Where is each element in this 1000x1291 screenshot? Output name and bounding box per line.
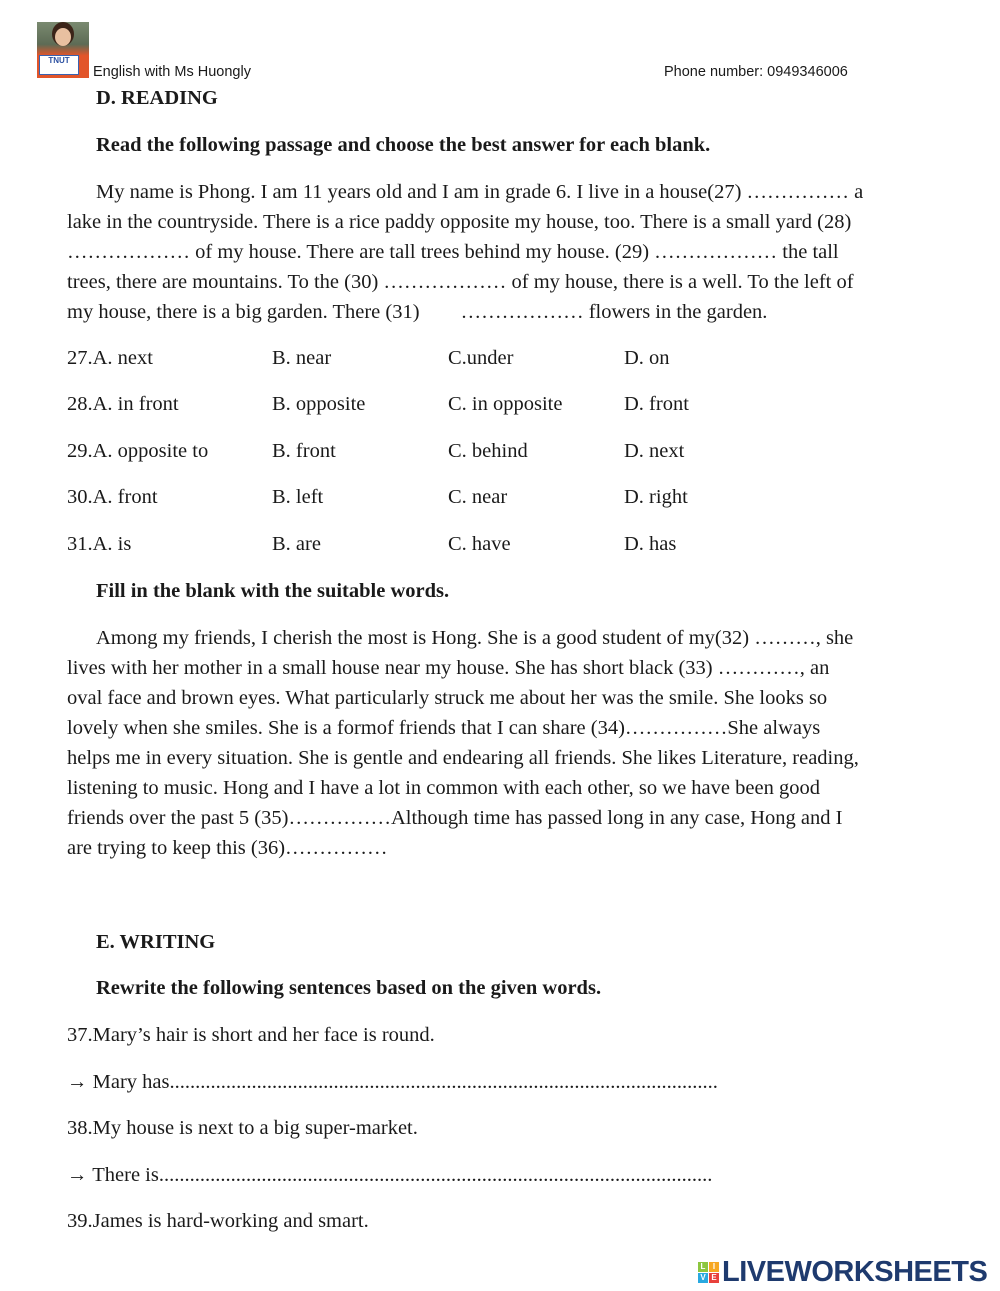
option-d[interactable]: D. on (624, 347, 670, 369)
author-name: English with Ms Huongly (93, 64, 251, 80)
option-c[interactable]: C. near (448, 486, 508, 508)
option-b[interactable]: B. front (272, 440, 336, 462)
liveworksheets-logo (698, 1256, 987, 1289)
passage-line: listening to music. Hong and I have a lot in common with each other, so we have been good (67, 777, 820, 799)
passage-line: are trying to keep this (36)…………… (67, 837, 388, 859)
option-c[interactable]: C. have (448, 533, 511, 555)
option-d[interactable]: D. next (624, 440, 685, 462)
reading-instruction: Read the following passage and choose the best answer for each blank. (96, 134, 711, 156)
passage-line: trees, there are mountains. To the (30) ……………… of my house, there is a well. To the left of (67, 271, 854, 293)
option-b[interactable]: B. opposite (272, 393, 366, 415)
passage-line: helps me in every situation. She is gentle and endearing all friends. She likes Literature, reading, (67, 747, 859, 769)
option-a[interactable]: 27.A. next (67, 347, 153, 369)
brand-name: LIVEWORKSHEETS (722, 1256, 988, 1288)
answer-line[interactable]: → Mary has........................................................................................................... (67, 1071, 718, 1093)
section-title-reading: D. READING (96, 87, 218, 109)
passage-line: lake in the countryside. There is a rice paddy opposite my house, too. There is a small yard (28) (67, 211, 852, 233)
option-b[interactable]: B. are (272, 533, 321, 555)
author-photo: TNUT (37, 22, 89, 78)
option-a[interactable]: 30.A. front (67, 486, 158, 508)
writing-instruction: Rewrite the following sentences based on the given words. (96, 977, 602, 999)
passage-line: lovely when she smiles. She is a formof friends that I can share (34)……………She always (67, 717, 821, 739)
passage-line: Among my friends, I cherish the most is Hong. She is a good student of my(32) ………, she (96, 627, 854, 649)
passage-line: friends over the past 5 (35)……………Although time has passed long in any case, Hong and I (67, 807, 843, 829)
logo-blocks-icon: L I V E (698, 1262, 719, 1283)
option-c[interactable]: C. behind (448, 440, 528, 462)
option-b[interactable]: B. left (272, 486, 324, 508)
option-d[interactable]: D. front (624, 393, 689, 415)
phone-number: Phone number: 0949346006 (664, 64, 848, 80)
passage-line: my house, there is a big garden. There (31) ……………… flowers in the garden. (67, 301, 768, 323)
option-a[interactable]: 28.A. in front (67, 393, 179, 415)
writing-item: 38.My house is next to a big super-market. (67, 1117, 418, 1139)
passage-line: ……………… of my house. There are tall trees behind my house. (29) ……………… the tall (67, 241, 839, 263)
passage-line: My name is Phong. I am 11 years old and I am in grade 6. I live in a house(27) …………… a (96, 181, 864, 203)
option-d[interactable]: D. has (624, 533, 677, 555)
writing-item: 39.James is hard-working and smart. (67, 1210, 369, 1232)
passage-line: lives with her mother in a small house near my house. She has short black (33) …………, an (67, 657, 830, 679)
section-title-writing: E. WRITING (96, 931, 216, 953)
option-a[interactable]: 29.A. opposite to (67, 440, 209, 462)
writing-item: 37.Mary’s hair is short and her face is round. (67, 1024, 435, 1046)
option-b[interactable]: B. near (272, 347, 332, 369)
answer-line[interactable]: → There is............................................................................................................ (67, 1164, 713, 1186)
option-c[interactable]: C.under (448, 347, 514, 369)
option-d[interactable]: D. right (624, 486, 688, 508)
fill-instruction: Fill in the blank with the suitable words. (96, 580, 450, 602)
option-a[interactable]: 31.A. is (67, 533, 132, 555)
passage-line: oval face and brown eyes. What particularly struck me about her was the smile. She looks so (67, 687, 828, 709)
option-c[interactable]: C. in opposite (448, 393, 563, 415)
